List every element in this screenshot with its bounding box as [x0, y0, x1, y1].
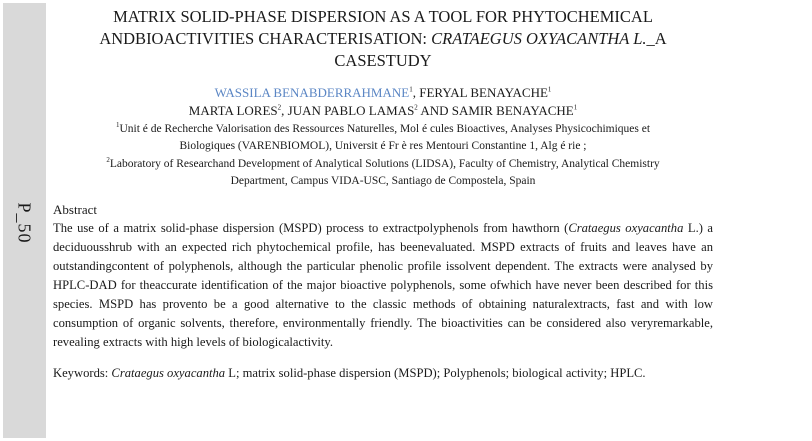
affiliation-2 [53, 156, 713, 190]
affil-text: Department, Campus VIDA-USC, Santiago de Compostela, Spain [230, 175, 536, 187]
keywords-label: Keywords: [53, 366, 112, 380]
keywords [53, 364, 713, 383]
keywords-species: Crataegus oxyacantha [111, 366, 226, 380]
affil-sup: 2 [277, 103, 282, 112]
title-species: CRATAEGUS OXYACANTHA L. [431, 29, 647, 48]
affil-text: Biologiques (VARENBIOMOL), Universit é Fr è res Mentouri Constantine 1, Alg é rie ; [179, 140, 587, 152]
abstract-text: The use of a matrix solid-phase dispersion (MSPD) process to extractpolyphenols from hawthorn ( [53, 221, 569, 235]
affil-sup: 1 [547, 85, 552, 94]
abstract-species: Crataegus oxyacantha [568, 221, 684, 235]
affil-sup: 2 [106, 156, 110, 165]
abstract-text: L.) a deciduousshrub with an expected rich phytochemical profile, has beenevaluated. MSPD extracts of fruits and leaves have an outstandingcontent of polyphenols, although the particular phenolic profile issolvent dependent. The extracts were analysed by HPLC-DAD for theaccurate identification of the major bioactive polyphenols, some ofwhich have never been described for this species. MSPD has provento be a good alternative to the classic methods of obtaining naturalextracts, fast and with low consumption of organic solvents, therefore, environmentally friendly. The bioactivities can be considered also veryremarkable, revealing extracts with high levels of biologicalactivity. [53, 221, 714, 349]
keywords-list: L; matrix solid-phase dispersion (MSPD); Polyphenols; biological activity; HPLC. [225, 366, 646, 380]
author-name: , FERYAL BENAYACHE [412, 85, 548, 100]
affil-sup: 1 [409, 85, 413, 94]
affil-sup: 2 [414, 103, 418, 112]
affil-text: Laboratory of Researchand Development of Analytical Solutions (LIDSA), Faculty of Chemistry, Analytical Chemistry [109, 158, 660, 170]
author-name: MARTA LORES [188, 103, 278, 118]
title-line-3: CASESTUDY [334, 51, 432, 70]
affiliation-1 [53, 121, 713, 155]
poster-code-label: P_50 [14, 202, 35, 244]
author-name: AND SAMIR BENAYACHE [417, 103, 574, 118]
paper-title [53, 6, 713, 72]
author-name: , JUAN PABLO LAMAS [281, 103, 415, 118]
title-line-1: MATRIX SOLID-PHASE DISPERSION AS A TOOL FOR PHYTOCHEMICAL [113, 7, 653, 26]
affil-text: Unit é de Recherche Valorisation des Ressources Naturelles, Mol é cules Bioactives, Analyses Physicochimiques et [119, 123, 651, 135]
affil-sup: 1 [115, 121, 120, 130]
affil-sup: 1 [573, 103, 578, 112]
title-line-2a: ANDBIOACTIVITIES CHARACTERISATION: [99, 29, 432, 48]
author-highlighted[interactable]: WASSILA BENABDERRAHMANE [214, 85, 410, 100]
title-line-2c: _A [646, 29, 667, 48]
abstract-heading: Abstract [53, 202, 98, 217]
author-list [53, 84, 713, 120]
abstract-body [53, 219, 713, 352]
paper-content [53, 6, 713, 383]
